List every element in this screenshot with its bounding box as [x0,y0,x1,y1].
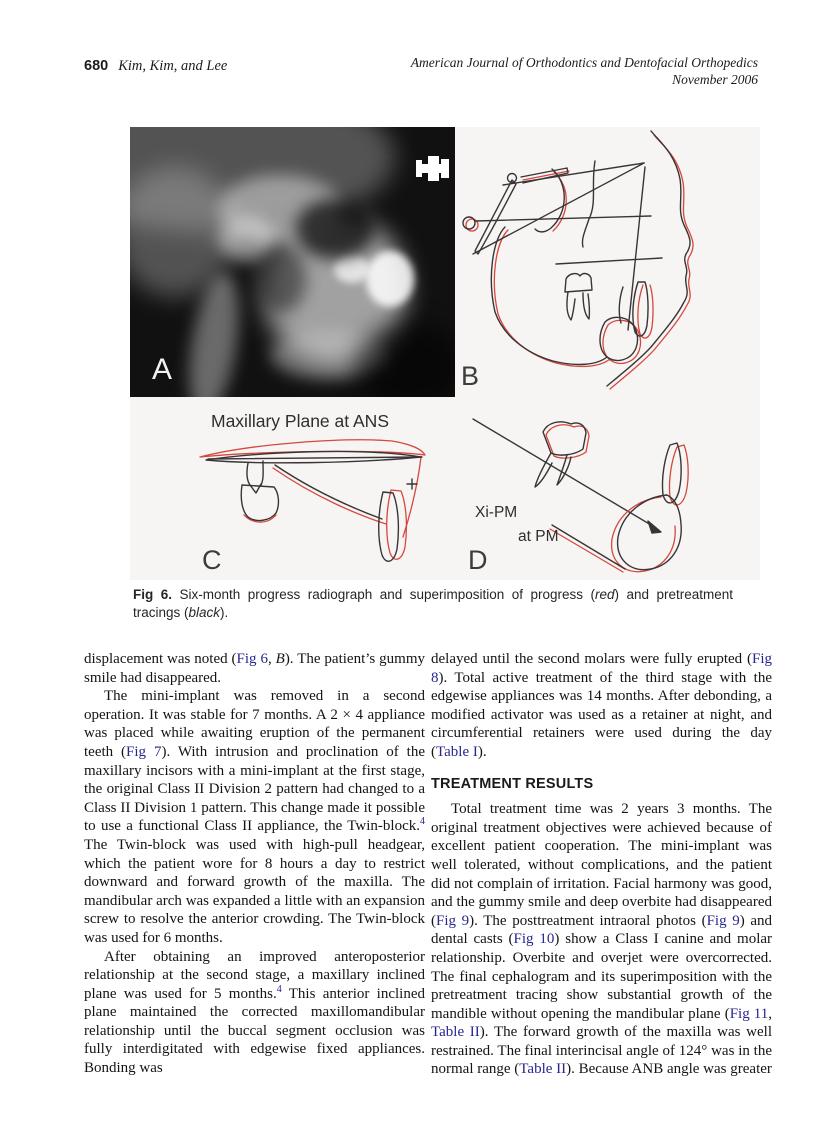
journal-issue-date: November 2006 [672,71,758,87]
text-segment: , [267,651,276,667]
text-segment: The mini-implant was removed in a second operation. It was stable for 7 months. A 2 × 4 appliance was placed while awaiting eruption of the permanent teeth ( [84,688,425,760]
citation-link[interactable]: Table II [431,1024,480,1041]
citation-link[interactable]: Fig 6 [236,651,268,667]
tracing-mandibular [455,397,760,580]
panel-d-label: D [468,545,488,575]
page-number: 680 [84,58,109,74]
running-head-right [411,55,758,88]
figure-6 [130,127,760,580]
text-segment: ) and dental casts ( [431,912,773,948]
tracing-full-superimposition [455,127,760,397]
italic-text: black [188,605,221,620]
panel-d-at-pm-label: at PM [518,528,559,545]
citation-link[interactable]: Fig 11 [729,1005,769,1022]
italic-text: B [275,651,285,667]
paragraph [431,650,772,762]
text-segment: The Twin-block was used with high-pull headgear, which the patient wore for 8 hours a day to restrict downward and forward growth of the maxilla. The mandibular arch was expanded a little with an expansion screw to resolve the anterior crowding. The Twin-block was used for 6 months. [84,836,425,946]
citation-link[interactable]: Fig 9 [436,912,470,929]
text-segment: ). Total active treatment of the third stage with the edgewise appliances was 14 months. After debonding, a modified activator was used as a retainer at night, and circumferential retainers were used during the day ( [431,669,772,760]
text-segment: This anterior inclined plane maintained the corrected maxillomandibular relationship until the buccal segment occlusion was fully interdigitated with edgewise fixed appliances. Bonding was [84,985,425,1077]
citation-link[interactable]: Fig 8 [431,651,772,686]
panel-c-label: C [202,545,222,575]
paragraph [84,650,425,687]
text-segment: ). Because ANB angle was greater [566,1061,772,1078]
running-authors: Kim, Kim, and Lee [118,58,228,74]
citation-superscript-link[interactable]: 4 [276,983,282,995]
body-column-left [84,650,425,1078]
text-segment: ). The patient’s gummy smile had disappeared. [84,651,426,686]
paragraph [84,687,425,947]
panel-a-label: A [152,353,173,386]
text-segment: After obtaining an improved anteroposterior relationship at the second stage, a maxillary inclined plane was used for 5 months. [84,948,425,1002]
text-segment: ). [220,605,229,620]
text-segment: Six-month progress radiograph and superimposition of progress ( [171,587,595,602]
bold-text: Fig 6. [133,587,172,602]
citation-link[interactable]: Fig 7 [126,743,162,760]
text-segment: ). With intrusion and proclination of the maxillary incisors with a mini-implant at the first stage, the original Class II Division 2 pattern had changed to a Class II Division 1 pattern. This change made it possible to use a functional Class II appliance, the Twin-block. [84,743,425,835]
text-segment: ). The forward growth of the maxilla was well restrained. The final interincisal angle of 124° was in the normal range ( [431,1024,772,1078]
text-segment: ) and pretreatment tracings ( [133,587,733,620]
text-segment: displacement was noted ( [84,651,237,667]
figure-6-caption [133,586,733,622]
figure-panel-c-maxillary-superimposition [130,397,455,580]
citation-link[interactable]: Fig 10 [513,931,555,948]
section-heading: TREATMENT RESULTS [431,775,594,792]
text-segment: delayed until the second molars were fully erupted ( [431,651,752,667]
panel-b-label: B [461,361,480,391]
radiograph-image [130,127,455,397]
citation-link[interactable]: Table I [436,743,478,760]
paragraph [84,948,425,1078]
figure-panel-d-mandibular-superimposition [455,397,760,580]
body-column-right [431,650,772,1079]
citation-link[interactable]: Fig 9 [706,912,740,929]
running-head-left [84,58,227,75]
panel-c-title: Maxillary Plane at ANS [211,411,389,431]
text-segment: , [768,1005,772,1022]
citation-superscript-link[interactable]: 4 [420,816,425,828]
panel-d-xi-pm-label: Xi-PM [475,504,518,521]
italic-text: red [594,587,615,602]
journal-title: American Journal of Orthodontics and Dentofacial Orthopedics [410,55,758,70]
figure-panel-a-radiograph [130,127,455,397]
text-segment: ). [477,743,487,760]
figure-panel-b-superimposition [455,127,760,397]
text-segment: ). The posttreatment intraoral photos ( [469,912,707,929]
citation-link[interactable]: Table II [519,1061,567,1078]
tracing-maxillary [130,397,455,580]
text-segment: Total treatment time was 2 years 3 months. The original treatment objectives were achieved because of excellent patient cooperation. The mini-implant was well tolerated, without complications, and the patient did not complain of irritation. Facial harmony was good, and the gummy smile and deep overbite had disappeared ( [431,801,772,929]
text-segment: ) show a Class I canine and molar relationship. Overbite and overjet were overcorrected. The final cephalogram and its superimposition with the pretreatment tracing show substantial growth of the mandible without opening the mandibular plane ( [431,931,773,1022]
paragraph [431,800,772,1079]
